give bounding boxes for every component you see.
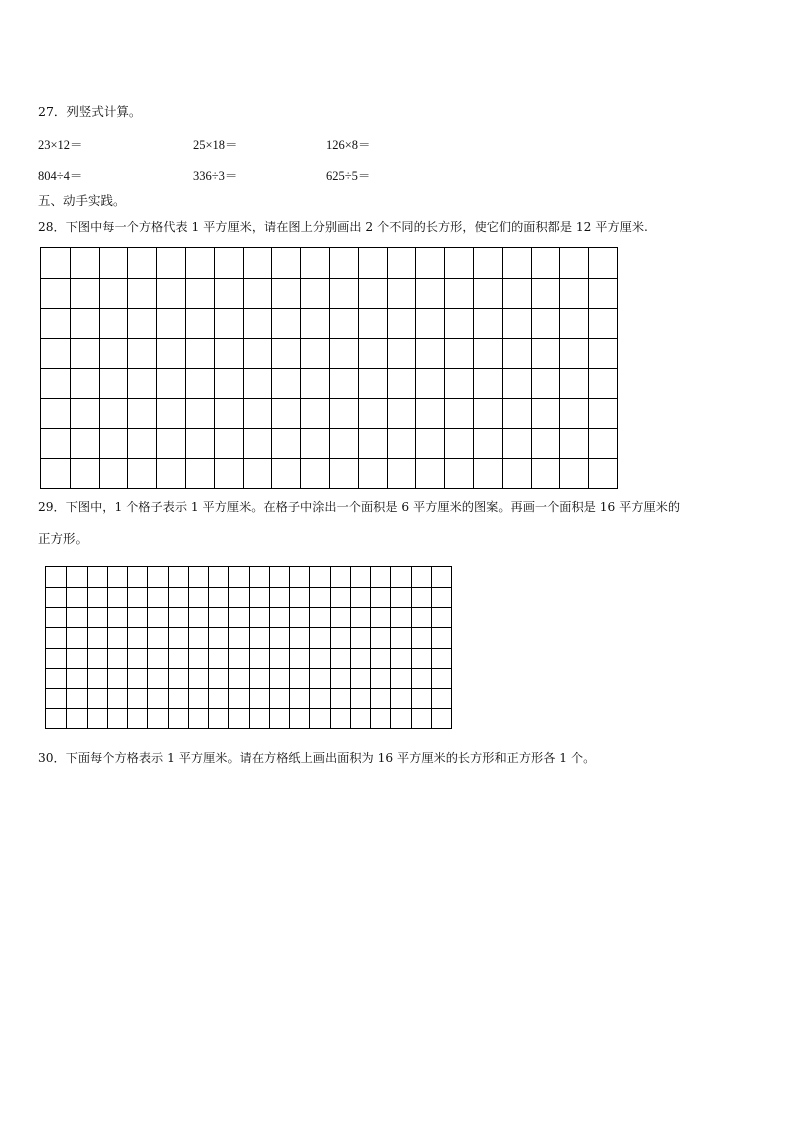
q29-grid-lines — [46, 567, 451, 728]
section-5-heading: 五、动手实践。 — [38, 193, 126, 208]
calc-25x18: 25×18＝ — [193, 138, 238, 152]
q28-grid[interactable] — [40, 247, 618, 489]
calc-625div5: 625÷5＝ — [326, 169, 371, 183]
calc-126x8: 126×8＝ — [326, 138, 371, 152]
calc-23x12: 23×12＝ — [38, 138, 83, 152]
q29-grid[interactable] — [45, 566, 452, 729]
calc-804div4: 804÷4＝ — [38, 169, 83, 183]
q28-title: 28．下图中每一个方格代表 1 平方厘米，请在图上分别画出 2 个不同的长方形，使它们的面积都是 12 平方厘米. — [38, 220, 648, 234]
q29-title-line1: 29．下图中，1 个格子表示 1 平方厘米。在格子中涂出一个面积是 6 平方厘米的图案。再画一个面积是 16 平方厘米的 — [38, 500, 681, 514]
calc-336div3: 336÷3＝ — [193, 169, 238, 183]
q28-grid-lines — [41, 248, 617, 488]
q27-title: 27．列竖式计算。 — [38, 104, 142, 119]
q30-title: 30．下面每个方格表示 1 平方厘米。请在方格纸上画出面积为 16 平方厘米的长方形和正方形各 1 个。 — [38, 751, 596, 765]
q29-title-line2: 正方形。 — [38, 531, 89, 546]
